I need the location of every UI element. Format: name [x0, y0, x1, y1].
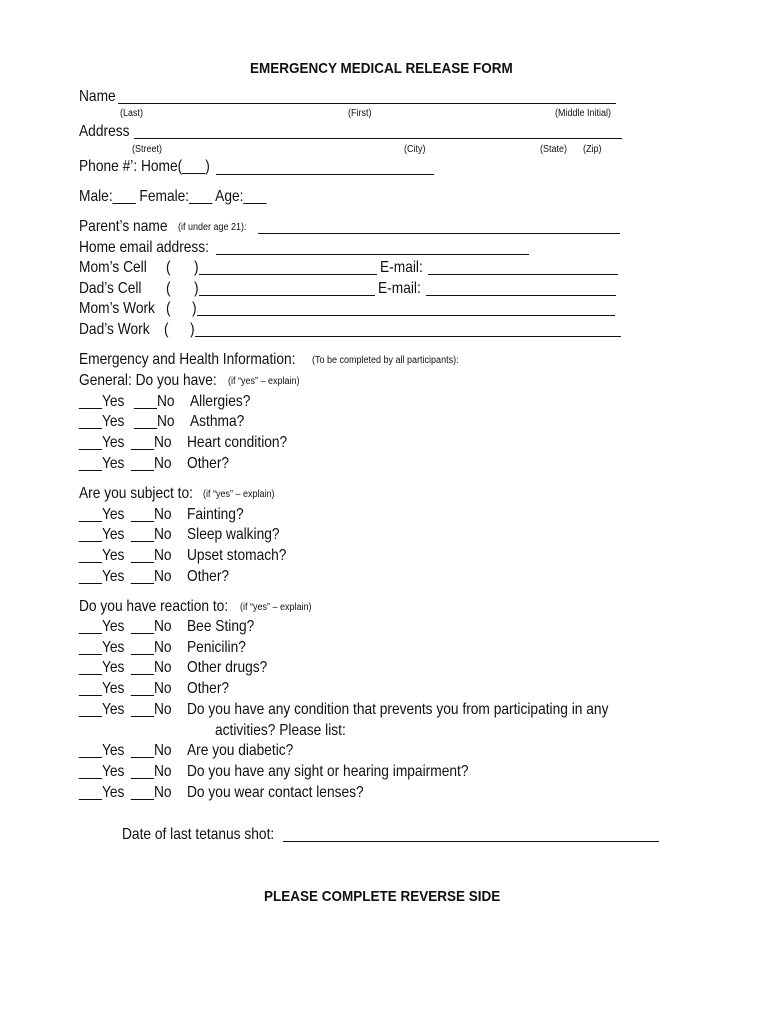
gender-age-line: Male:___ Female:___ Age:___: [79, 188, 267, 205]
general-yes-2[interactable]: ___Yes: [79, 413, 125, 430]
reaction-no-1[interactable]: ___No: [131, 618, 172, 635]
subject-heading: Are you subject to:: [79, 485, 193, 502]
diabetic-yes[interactable]: ___Yes: [79, 742, 125, 759]
moms-work-paren-close: ): [192, 300, 197, 317]
contact-lenses-question: Do you wear contact lenses?: [187, 784, 364, 801]
condition-question-line-2: activities? Please list:: [215, 722, 346, 739]
dads-cell-field-line[interactable]: [199, 295, 375, 296]
general-heading: General: Do you have:: [79, 372, 217, 389]
subject-no-3[interactable]: ___No: [131, 547, 172, 564]
parent-name-note: (if under age 21):: [178, 222, 247, 233]
subject-yes-2[interactable]: ___Yes: [79, 526, 125, 543]
moms-work-label: Mom’s Work: [79, 300, 155, 317]
moms-email-field-line[interactable]: [428, 274, 618, 275]
reaction-explain-note: (if “yes” – explain): [240, 602, 312, 613]
moms-email-label: E-mail:: [380, 259, 423, 276]
reaction-question-1: Bee Sting?: [187, 618, 255, 635]
reaction-question-4: Other?: [187, 680, 230, 697]
emergency-heading: Emergency and Health Information:: [79, 351, 296, 368]
reaction-heading: Do you have reaction to:: [79, 598, 229, 615]
moms-cell-paren-open: (: [166, 259, 171, 276]
general-no-2[interactable]: ___No: [134, 413, 175, 430]
reaction-no-4[interactable]: ___No: [131, 680, 172, 697]
general-question-3: Heart condition?: [187, 434, 288, 451]
reverse-side-notice: PLEASE COMPLETE REVERSE SIDE: [264, 888, 501, 905]
dads-cell-paren-open: (: [166, 280, 171, 297]
sight-hearing-question: Do you have any sight or hearing impairment?: [187, 763, 469, 780]
dads-email-label: E-mail:: [378, 280, 421, 297]
reaction-yes-2[interactable]: ___Yes: [79, 639, 125, 656]
reaction-no-2[interactable]: ___No: [131, 639, 172, 656]
sight-hearing-no[interactable]: ___No: [131, 763, 172, 780]
emergency-note: (To be completed by all participants):: [312, 355, 459, 366]
subject-yes-4[interactable]: ___Yes: [79, 568, 125, 585]
subject-yes-3[interactable]: ___Yes: [79, 547, 125, 564]
first-name-caption: (First): [348, 108, 372, 119]
condition-no[interactable]: ___No: [131, 701, 172, 718]
street-caption: (Street): [132, 144, 163, 155]
reaction-yes-4[interactable]: ___Yes: [79, 680, 125, 697]
subject-question-4: Other?: [187, 568, 230, 585]
dads-email-field-line[interactable]: [426, 295, 616, 296]
general-no-1[interactable]: ___No: [134, 393, 175, 410]
state-caption: (State): [540, 144, 568, 155]
moms-cell-field-line[interactable]: [199, 274, 377, 275]
dads-work-label: Dad’s Work: [79, 321, 150, 338]
general-no-4[interactable]: ___No: [131, 455, 172, 472]
moms-work-field-line[interactable]: [197, 315, 615, 316]
sight-hearing-yes[interactable]: ___Yes: [79, 763, 125, 780]
general-no-3[interactable]: ___No: [131, 434, 172, 451]
general-question-4: Other?: [187, 455, 230, 472]
dads-cell-paren-close: ): [194, 280, 199, 297]
reaction-yes-1[interactable]: ___Yes: [79, 618, 125, 635]
parent-name-field-line[interactable]: [258, 233, 620, 234]
general-yes-3[interactable]: ___Yes: [79, 434, 125, 451]
moms-work-paren-open: (: [166, 300, 171, 317]
middle-initial-caption: (Middle Initial): [555, 108, 612, 119]
subject-question-2: Sleep walking?: [187, 526, 280, 543]
diabetic-no[interactable]: ___No: [131, 742, 172, 759]
contact-lenses-no[interactable]: ___No: [131, 784, 172, 801]
zip-caption: (Zip): [583, 144, 602, 155]
home-email-label: Home email address:: [79, 239, 210, 256]
city-caption: (City): [404, 144, 426, 155]
reaction-yes-3[interactable]: ___Yes: [79, 659, 125, 676]
subject-question-1: Fainting?: [187, 506, 244, 523]
condition-yes[interactable]: ___Yes: [79, 701, 125, 718]
contact-lenses-yes[interactable]: ___Yes: [79, 784, 125, 801]
address-field-line[interactable]: [134, 138, 622, 139]
dads-work-paren-close: ): [190, 321, 195, 338]
subject-question-3: Upset stomach?: [187, 547, 287, 564]
subject-no-4[interactable]: ___No: [131, 568, 172, 585]
dads-work-field-line[interactable]: [195, 336, 621, 337]
subject-yes-1[interactable]: ___Yes: [79, 506, 125, 523]
dads-work-paren-open: (: [164, 321, 169, 338]
general-question-2: Asthma?: [190, 413, 245, 430]
dads-cell-label: Dad’s Cell: [79, 280, 142, 297]
condition-question-line-1: Do you have any condition that prevents you from participating in any: [187, 701, 609, 718]
subject-no-2[interactable]: ___No: [131, 526, 172, 543]
reaction-no-3[interactable]: ___No: [131, 659, 172, 676]
subject-no-1[interactable]: ___No: [131, 506, 172, 523]
last-name-caption: (Last): [120, 108, 144, 119]
reaction-question-2: Penicilin?: [187, 639, 246, 656]
general-explain-note: (if “yes” – explain): [228, 376, 300, 387]
moms-cell-paren-close: ): [194, 259, 199, 276]
general-question-1: Allergies?: [190, 393, 251, 410]
subject-explain-note: (if “yes” – explain): [203, 489, 275, 500]
home-phone-label: Phone #’: Home(___): [79, 158, 210, 175]
tetanus-date-field-line[interactable]: [283, 841, 659, 842]
general-yes-4[interactable]: ___Yes: [79, 455, 125, 472]
tetanus-label: Date of last tetanus shot:: [122, 826, 275, 843]
reaction-question-3: Other drugs?: [187, 659, 268, 676]
address-label: Address: [79, 123, 130, 140]
parent-name-label: Parent’s name: [79, 218, 168, 235]
form-title: EMERGENCY MEDICAL RELEASE FORM: [250, 60, 513, 77]
general-yes-1[interactable]: ___Yes: [79, 393, 125, 410]
moms-cell-label: Mom’s Cell: [79, 259, 147, 276]
home-phone-field-line[interactable]: [216, 174, 434, 175]
diabetic-question: Are you diabetic?: [187, 742, 294, 759]
name-field-line[interactable]: [118, 103, 616, 104]
home-email-field-line[interactable]: [216, 254, 529, 255]
name-label: Name: [79, 88, 116, 105]
